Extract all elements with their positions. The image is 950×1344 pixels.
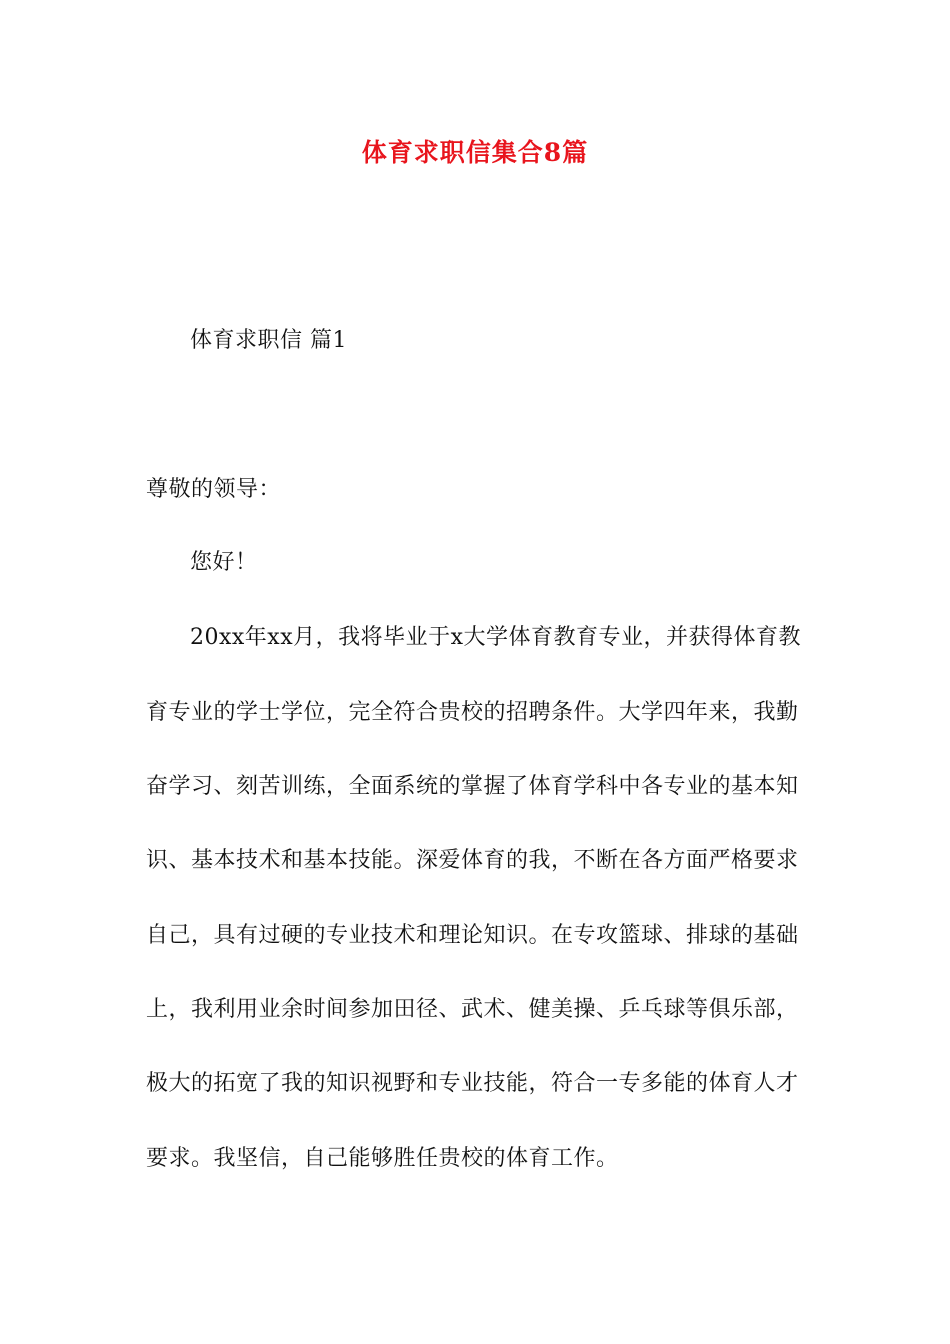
greeting: 您好！	[190, 550, 258, 575]
document-title: 体育求职信集合8篇	[361, 138, 589, 167]
salutation: 尊敬的领导：	[146, 477, 282, 502]
paragraph-line: 要求。我坚信，自己能够胜任贵校的体育工作。	[146, 1146, 619, 1171]
paragraph-line: 极大的拓宽了我的知识视野和专业技能，符合一专多能的体育人才	[146, 1071, 799, 1096]
paragraph-line: 识、基本技术和基本技能。深爱体育的我，不断在各方面严格要求	[146, 848, 799, 873]
section-heading: 体育求职信 篇1	[190, 328, 347, 353]
paragraph-line: 奋学习、刻苦训练，全面系统的掌握了体育学科中各专业的基本知	[146, 774, 799, 799]
paragraph-line: 自己，具有过硬的专业技术和理论知识。在专攻篮球、排球的基础	[146, 923, 799, 948]
paragraph-line: 20xx年xx月，我将毕业于x大学体育教育专业，并获得体育教	[190, 625, 802, 650]
paragraph-line: 上，我利用业余时间参加田径、武术、健美操、乒乓球等俱乐部，	[146, 997, 799, 1022]
paragraph-line: 育专业的学士学位，完全符合贵校的招聘条件。大学四年来，我勤	[146, 700, 799, 725]
